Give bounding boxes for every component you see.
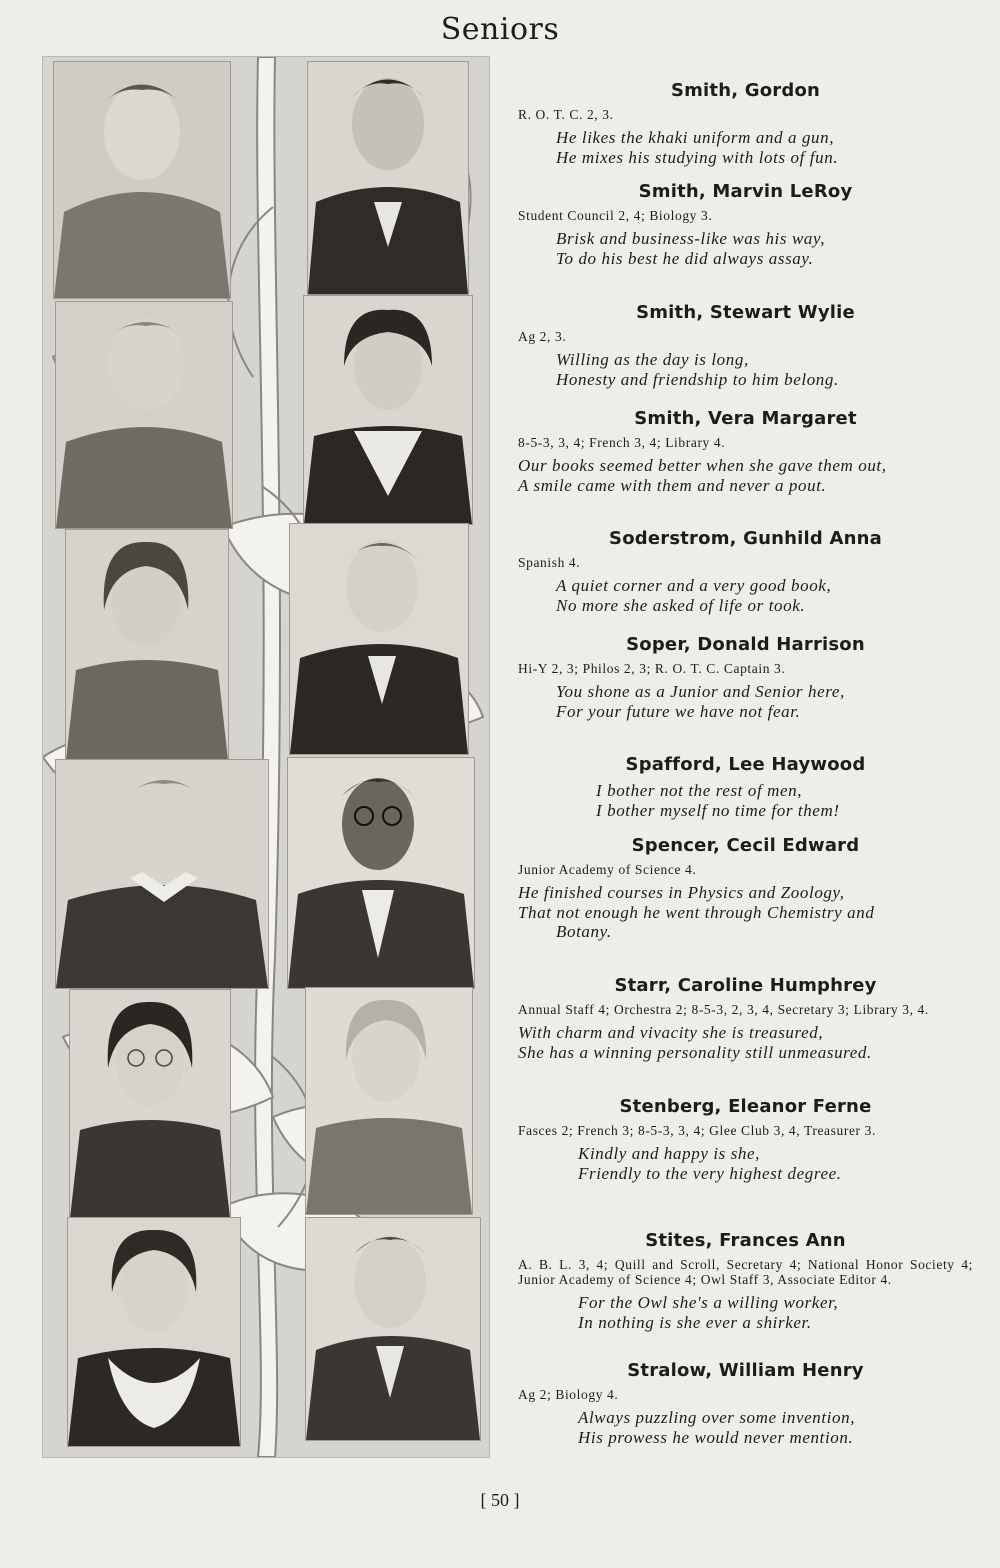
- portrait-smith-gordon: [53, 61, 231, 299]
- verse-line: She has a winning personality still unmeasured.: [518, 1042, 872, 1062]
- student-verse: [518, 576, 973, 615]
- student-activities: Fasces 2; French 3; 8-5-3, 3, 4; Glee Club 3, 4, Treasurer 3.: [518, 1123, 876, 1138]
- student-verse: [518, 682, 973, 721]
- verse-line: For the Owl she's a willing worker,: [578, 1293, 839, 1312]
- portrait-smith-marvin: [307, 61, 469, 295]
- student-name: Stenberg, Eleanor Ferne: [619, 1096, 872, 1117]
- student-activities: R. O. T. C. 2, 3.: [518, 107, 614, 122]
- student-verse: [518, 1144, 973, 1183]
- verse-line: I bother not the rest of men,: [596, 781, 803, 800]
- student-activities: Annual Staff 4; Orchestra 2; 8-5-3, 2, 3, 4, Secretary 3; Library 3, 4.: [518, 1002, 929, 1017]
- verse-line: Honesty and friendship to him belong.: [556, 369, 839, 389]
- entry-spafford-lee: [518, 754, 973, 820]
- verse-line: Brisk and business-like was his way,: [556, 229, 826, 248]
- student-verse: [518, 1023, 973, 1062]
- entry-smith-stewart: [518, 302, 973, 389]
- entry-smith-marvin: [518, 181, 973, 268]
- student-name: Smith, Marvin LeRoy: [638, 181, 853, 202]
- verse-line: He mixes his studying with lots of fun.: [556, 147, 839, 167]
- student-activities: Hi-Y 2, 3; Philos 2, 3; R. O. T. C. Captain 3.: [518, 661, 786, 676]
- verse-line: Friendly to the very highest degree.: [578, 1163, 842, 1183]
- verse-line: His prowess he would never mention.: [578, 1427, 854, 1447]
- verse-line: Kindly and happy is she,: [578, 1144, 761, 1163]
- student-name: Starr, Caroline Humphrey: [614, 975, 877, 996]
- verse-line: For your future we have not fear.: [556, 701, 801, 721]
- verse-line: Botany.: [556, 922, 612, 941]
- student-verse: [518, 1293, 973, 1332]
- entry-smith-vera: [518, 408, 973, 495]
- student-name: Smith, Vera Margaret: [634, 408, 857, 429]
- verse-line: With charm and vivacity she is treasured,: [518, 1023, 824, 1042]
- student-name: Spafford, Lee Haywood: [625, 754, 866, 775]
- verse-line: You shone as a Junior and Senior here,: [556, 682, 845, 701]
- student-name: Soper, Donald Harrison: [626, 634, 865, 655]
- entry-stenberg-eleanor: [518, 1096, 973, 1183]
- entry-starr-caroline: [518, 975, 973, 1062]
- student-verse: [518, 229, 973, 268]
- student-verse: [518, 883, 973, 942]
- entry-stralow-william: [518, 1360, 973, 1447]
- student-name: Stites, Frances Ann: [645, 1230, 846, 1251]
- verse-line: I bother myself no time for them!: [596, 800, 840, 820]
- student-activities: Ag 2, 3.: [518, 329, 567, 344]
- entry-stites-frances: [518, 1230, 973, 1332]
- portrait-stenberg-eleanor: [305, 987, 473, 1215]
- portrait-smith-stewart: [55, 301, 233, 529]
- student-name: Soderstrom, Gunhild Anna: [609, 528, 882, 549]
- portrait-spencer-cecil: [287, 757, 475, 989]
- verse-line: Our books seemed better when she gave them out,: [518, 456, 887, 475]
- verse-line: He finished courses in Physics and Zoology,: [518, 883, 845, 902]
- entry-soper-donald: [518, 634, 973, 721]
- portrait-panel: [42, 56, 490, 1458]
- student-activities: A. B. L. 3, 4; Quill and Scroll, Secretary 4; National Honor Society 4; Junior Academy of Science 4; Owl Staff 3, Associate Editor 4.: [518, 1257, 973, 1287]
- verse-line: That not enough he went through Chemistry and: [518, 902, 875, 922]
- student-name: Smith, Gordon: [670, 80, 821, 101]
- student-name: Spencer, Cecil Edward: [631, 835, 860, 856]
- verse-line: To do his best he did always assay.: [556, 248, 814, 268]
- portrait-smith-vera: [303, 295, 473, 525]
- verse-line: In nothing is she ever a shirker.: [578, 1312, 812, 1332]
- student-name: Smith, Stewart Wylie: [636, 302, 855, 323]
- portrait-soper-donald: [289, 523, 469, 755]
- entry-spencer-cecil: [518, 835, 973, 942]
- verse-line: He likes the khaki uniform and a gun,: [556, 128, 835, 147]
- verse-line: A quiet corner and a very good book,: [556, 576, 832, 595]
- page-title: Seniors: [440, 12, 560, 47]
- entry-soderstrom-gunhild: [518, 528, 973, 615]
- verse-line: Always puzzling over some invention,: [578, 1408, 856, 1427]
- student-verse: [518, 350, 973, 389]
- student-activities: Junior Academy of Science 4.: [518, 862, 697, 877]
- verse-line: Willing as the day is long,: [556, 350, 749, 369]
- verse-line: A smile came with them and never a pout.: [518, 475, 827, 495]
- portrait-soderstrom-gunhild: [65, 529, 229, 761]
- portrait-stralow-william: [305, 1217, 481, 1441]
- portrait-starr-caroline: [69, 989, 231, 1219]
- portrait-stites-frances: [67, 1217, 241, 1447]
- student-verse: [518, 1408, 973, 1447]
- student-verse: [518, 781, 973, 820]
- portrait-spafford-lee: [55, 759, 269, 989]
- verse-line: No more she asked of life or took.: [556, 595, 806, 615]
- student-activities: Ag 2; Biology 4.: [518, 1387, 619, 1402]
- page-number: [ 50 ]: [480, 1490, 520, 1510]
- student-verse: [518, 128, 973, 167]
- student-name: Stralow, William Henry: [627, 1360, 864, 1381]
- entry-smith-gordon: [518, 80, 973, 167]
- student-activities: Student Council 2, 4; Biology 3.: [518, 208, 713, 223]
- student-activities: 8-5-3, 3, 4; French 3, 4; Library 4.: [518, 435, 726, 450]
- student-activities: Spanish 4.: [518, 555, 581, 570]
- student-verse: [518, 456, 973, 495]
